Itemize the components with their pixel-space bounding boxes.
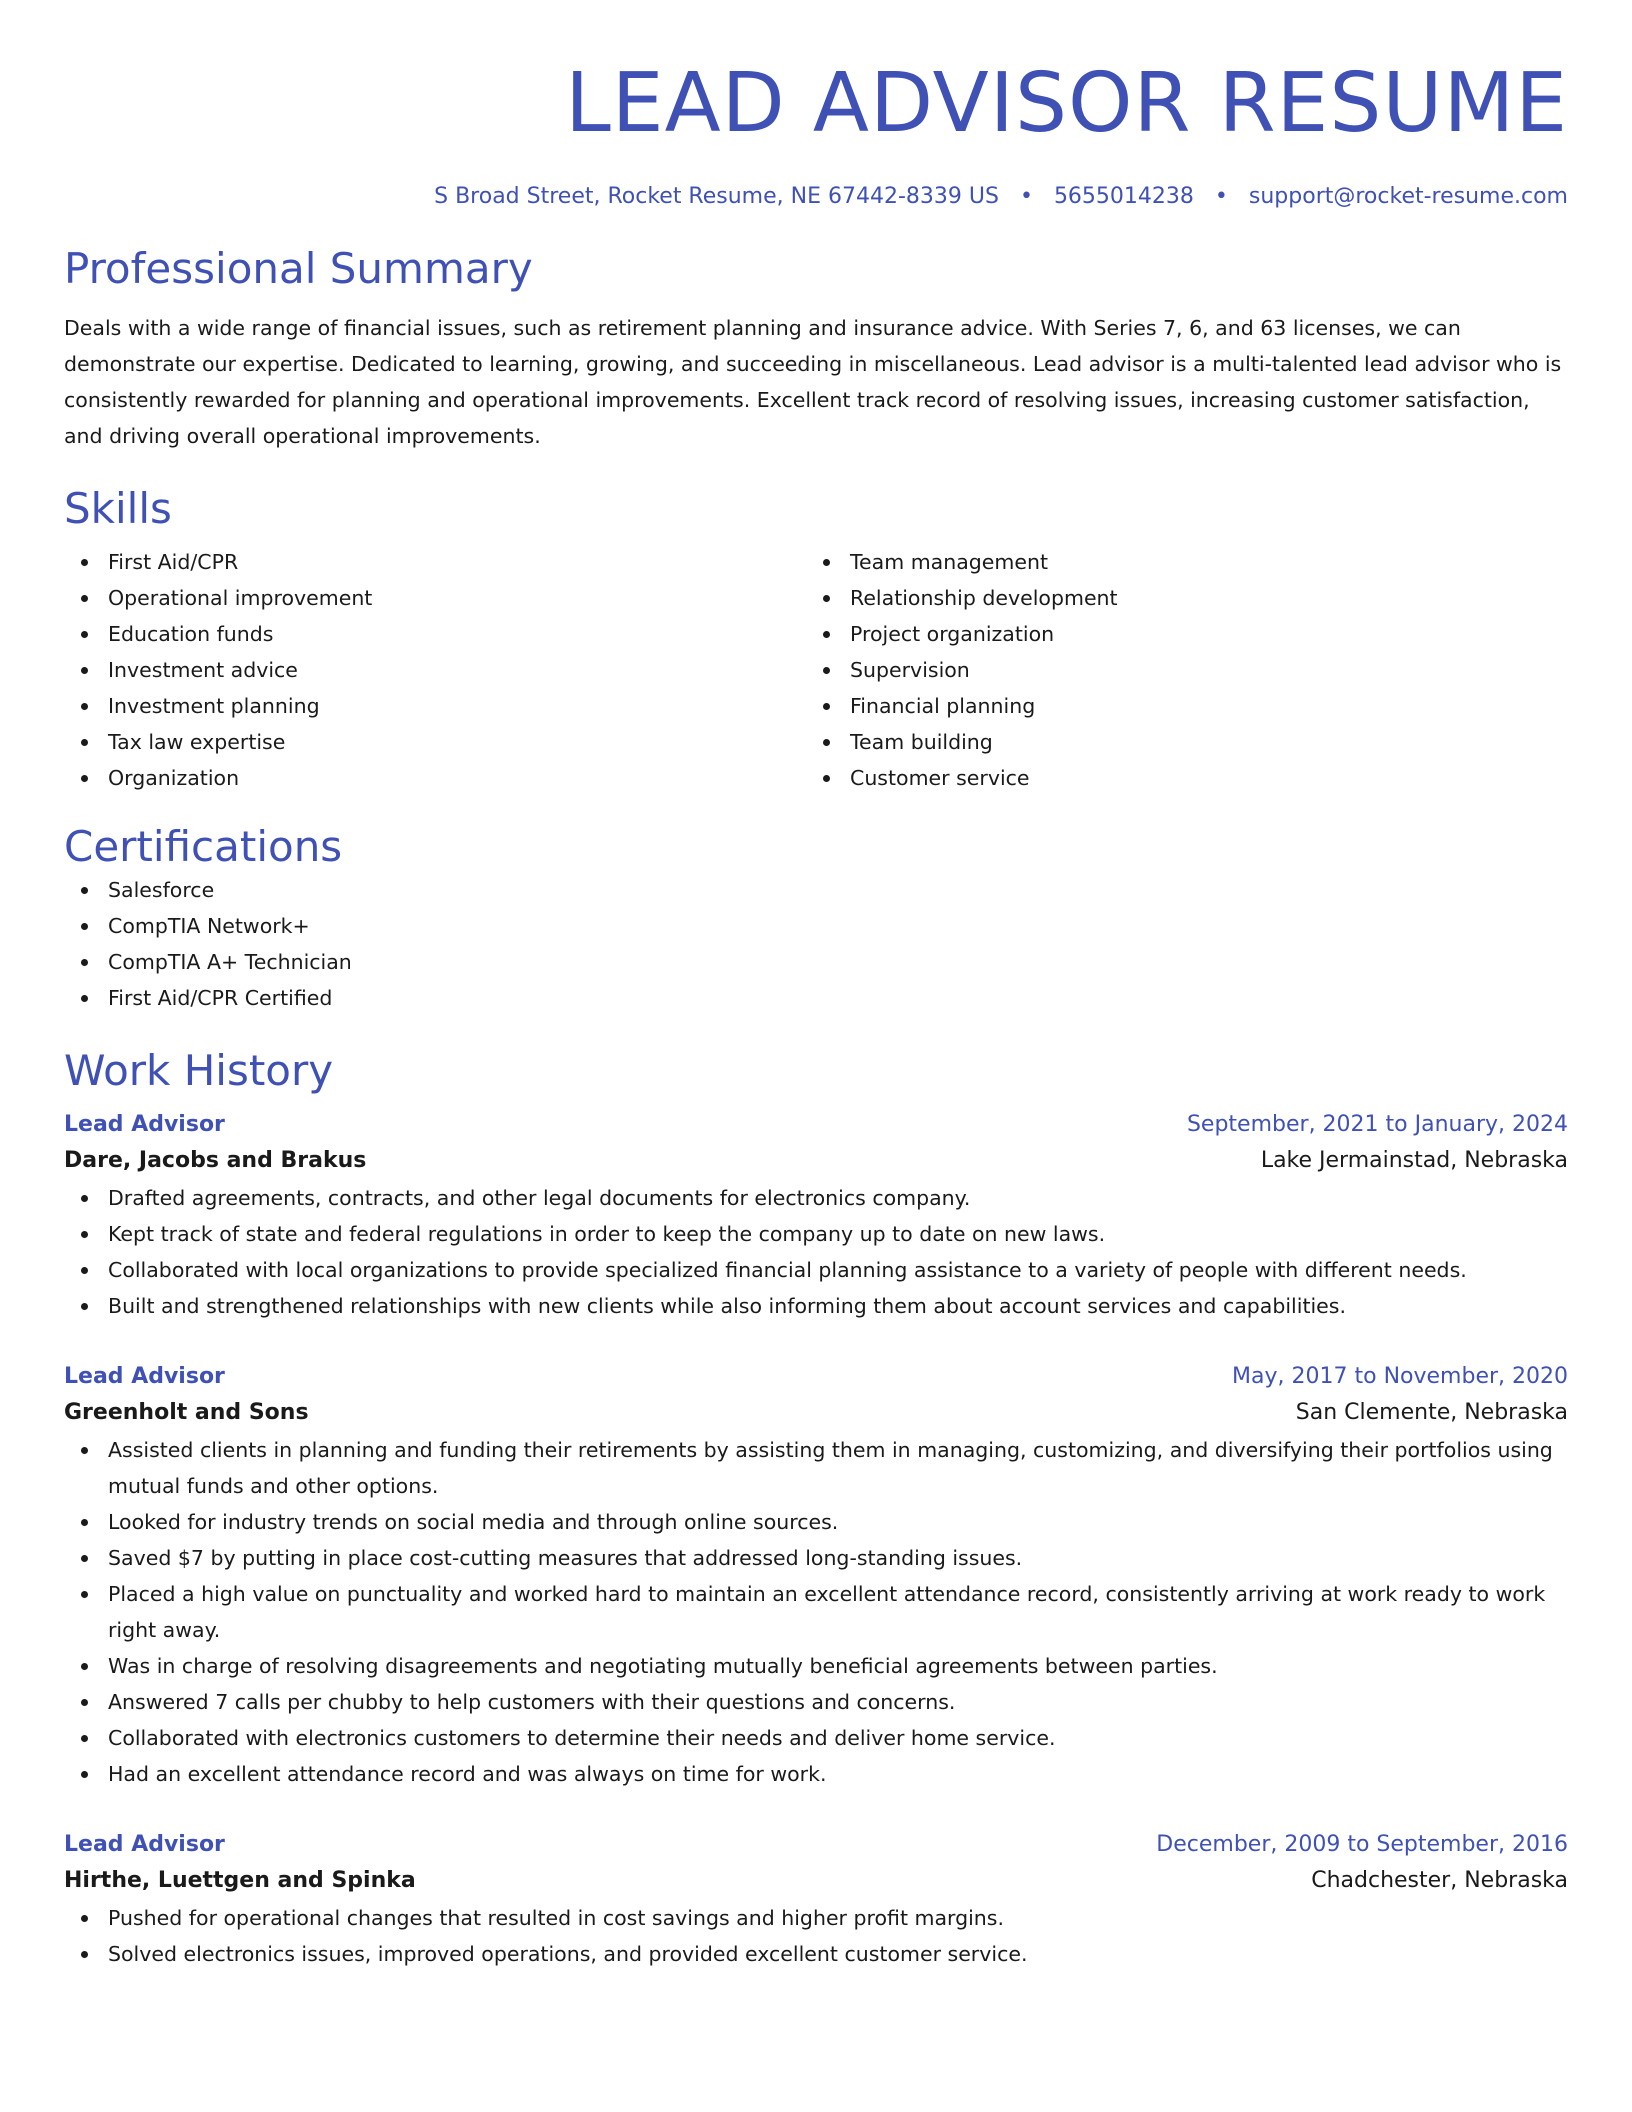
job-entry [64,1360,1568,1792]
job-title: Lead Advisor [64,1112,225,1137]
job-bullet-list [64,1432,1568,1792]
job-entry [64,1108,1568,1324]
job-bullet: Placed a high value on punctuality and worked hard to maintain an excellent attendance record, consistently arriving at work ready to work right away. [108,1576,1568,1648]
resume-name: LEAD ADVISOR RESUME [565,56,1568,151]
job-bullet: Solved electronics issues, improved operations, and provided excellent customer service. [108,1936,1568,1972]
certification-item: CompTIA A+ Technician [108,944,1568,980]
skill-item: Supervision [850,652,1568,688]
skill-item: Tax law expertise [108,724,806,760]
skills-column-left [64,544,806,796]
job-bullet: Collaborated with electronics customers to determine their needs and deliver home service. [108,1720,1568,1756]
skill-item: Education funds [108,616,806,652]
job-bullet: Had an excellent attendance record and was always on time for work. [108,1756,1568,1792]
job-entry [64,1828,1568,1972]
resume-header [64,56,1568,212]
job-header-row [64,1828,1568,1862]
job-bullet: Collaborated with local organizations to provide specialized financial planning assistance to a variety of people with different needs. [108,1252,1568,1288]
job-bullet: Saved $7 by putting in place cost-cutting measures that addressed long-standing issues. [108,1540,1568,1576]
job-bullet: Answered 7 calls per chubby to help customers with their questions and concerns. [108,1684,1568,1720]
skills-column-right [806,544,1568,796]
skills-list-right [806,544,1568,796]
skill-item: Financial planning [850,688,1568,724]
job-bullet: Was in charge of resolving disagreements and negotiating mutually beneficial agreements between parties. [108,1648,1568,1684]
skill-item: Team building [850,724,1568,760]
skills-list-left [64,544,806,796]
job-header-row [64,1108,1568,1142]
job-company-row [64,1862,1568,1900]
skills-grid [64,544,1568,796]
certifications-heading: Certifications [64,822,343,871]
skill-item: Team management [850,544,1568,580]
job-location: San Clemente, Nebraska [1295,1400,1568,1425]
job-location: Lake Jermainstad, Nebraska [1260,1148,1568,1173]
job-company-row [64,1394,1568,1432]
contact-email: support@rocket-resume.com [1248,184,1568,209]
certification-item: CompTIA Network+ [108,908,1568,944]
job-company: Dare, Jacobs and Brakus [64,1148,367,1173]
job-company-row [64,1142,1568,1180]
skills-heading: Skills [64,484,172,533]
job-location: Chadchester, Nebraska [1311,1868,1568,1893]
resume-page [64,0,1568,1972]
job-bullet: Assisted clients in planning and funding their retirements by assisting them in managing, customizing, and diversifying their portfolios using mutual funds and other options. [108,1432,1568,1504]
skill-item: Investment planning [108,688,806,724]
contact-separator: • [1214,184,1228,209]
job-title: Lead Advisor [64,1364,225,1389]
certification-item: First Aid/CPR Certified [108,980,1568,1016]
work-history-heading: Work History [64,1046,334,1095]
skill-item: Customer service [850,760,1568,796]
job-company: Greenholt and Sons [64,1400,309,1425]
contact-separator: • [1019,184,1033,209]
job-dates: September, 2021 to January, 2024 [1186,1112,1568,1137]
job-company: Hirthe, Luettgen and Spinka [64,1868,416,1893]
summary-heading: Professional Summary [64,244,533,293]
skill-item: Organization [108,760,806,796]
job-dates: December, 2009 to September, 2016 [1156,1832,1568,1857]
skill-item: Relationship development [850,580,1568,616]
job-bullet: Looked for industry trends on social media and through online sources. [108,1504,1568,1540]
skill-item: Investment advice [108,652,806,688]
contact-line [64,182,1568,212]
skill-item: First Aid/CPR [108,544,806,580]
job-bullet: Kept track of state and federal regulations in order to keep the company up to date on new laws. [108,1216,1568,1252]
skill-item: Operational improvement [108,580,806,616]
skill-item: Project organization [850,616,1568,652]
job-header-row [64,1360,1568,1394]
job-title: Lead Advisor [64,1832,225,1857]
contact-phone: 5655014238 [1053,184,1194,209]
job-bullet: Drafted agreements, contracts, and other legal documents for electronics company. [108,1180,1568,1216]
certifications-list [64,872,1568,1016]
job-dates: May, 2017 to November, 2020 [1232,1364,1568,1389]
job-bullet-list [64,1180,1568,1324]
job-bullet-list [64,1900,1568,1972]
job-bullet: Built and strengthened relationships with new clients while also informing them about account services and capabilities. [108,1288,1568,1324]
job-bullet: Pushed for operational changes that resulted in cost savings and higher profit margins. [108,1900,1568,1936]
contact-address: S Broad Street, Rocket Resume, NE 67442-8339 US [434,184,999,209]
certification-item: Salesforce [108,872,1568,908]
summary-text: Deals with a wide range of financial issues, such as retirement planning and insurance advice. With Series 7, 6, and 63 licenses, we can demonstrate our expertise. Dedicated to learning, growing, and succeeding in miscellaneous. Lead advisor is a multi-talented lead advisor who is consistently rewarded for planning and operational improvements. Excellent track record of resolving issues, increasing customer satisfaction, and driving overall operational improvements. [64,316,1562,448]
